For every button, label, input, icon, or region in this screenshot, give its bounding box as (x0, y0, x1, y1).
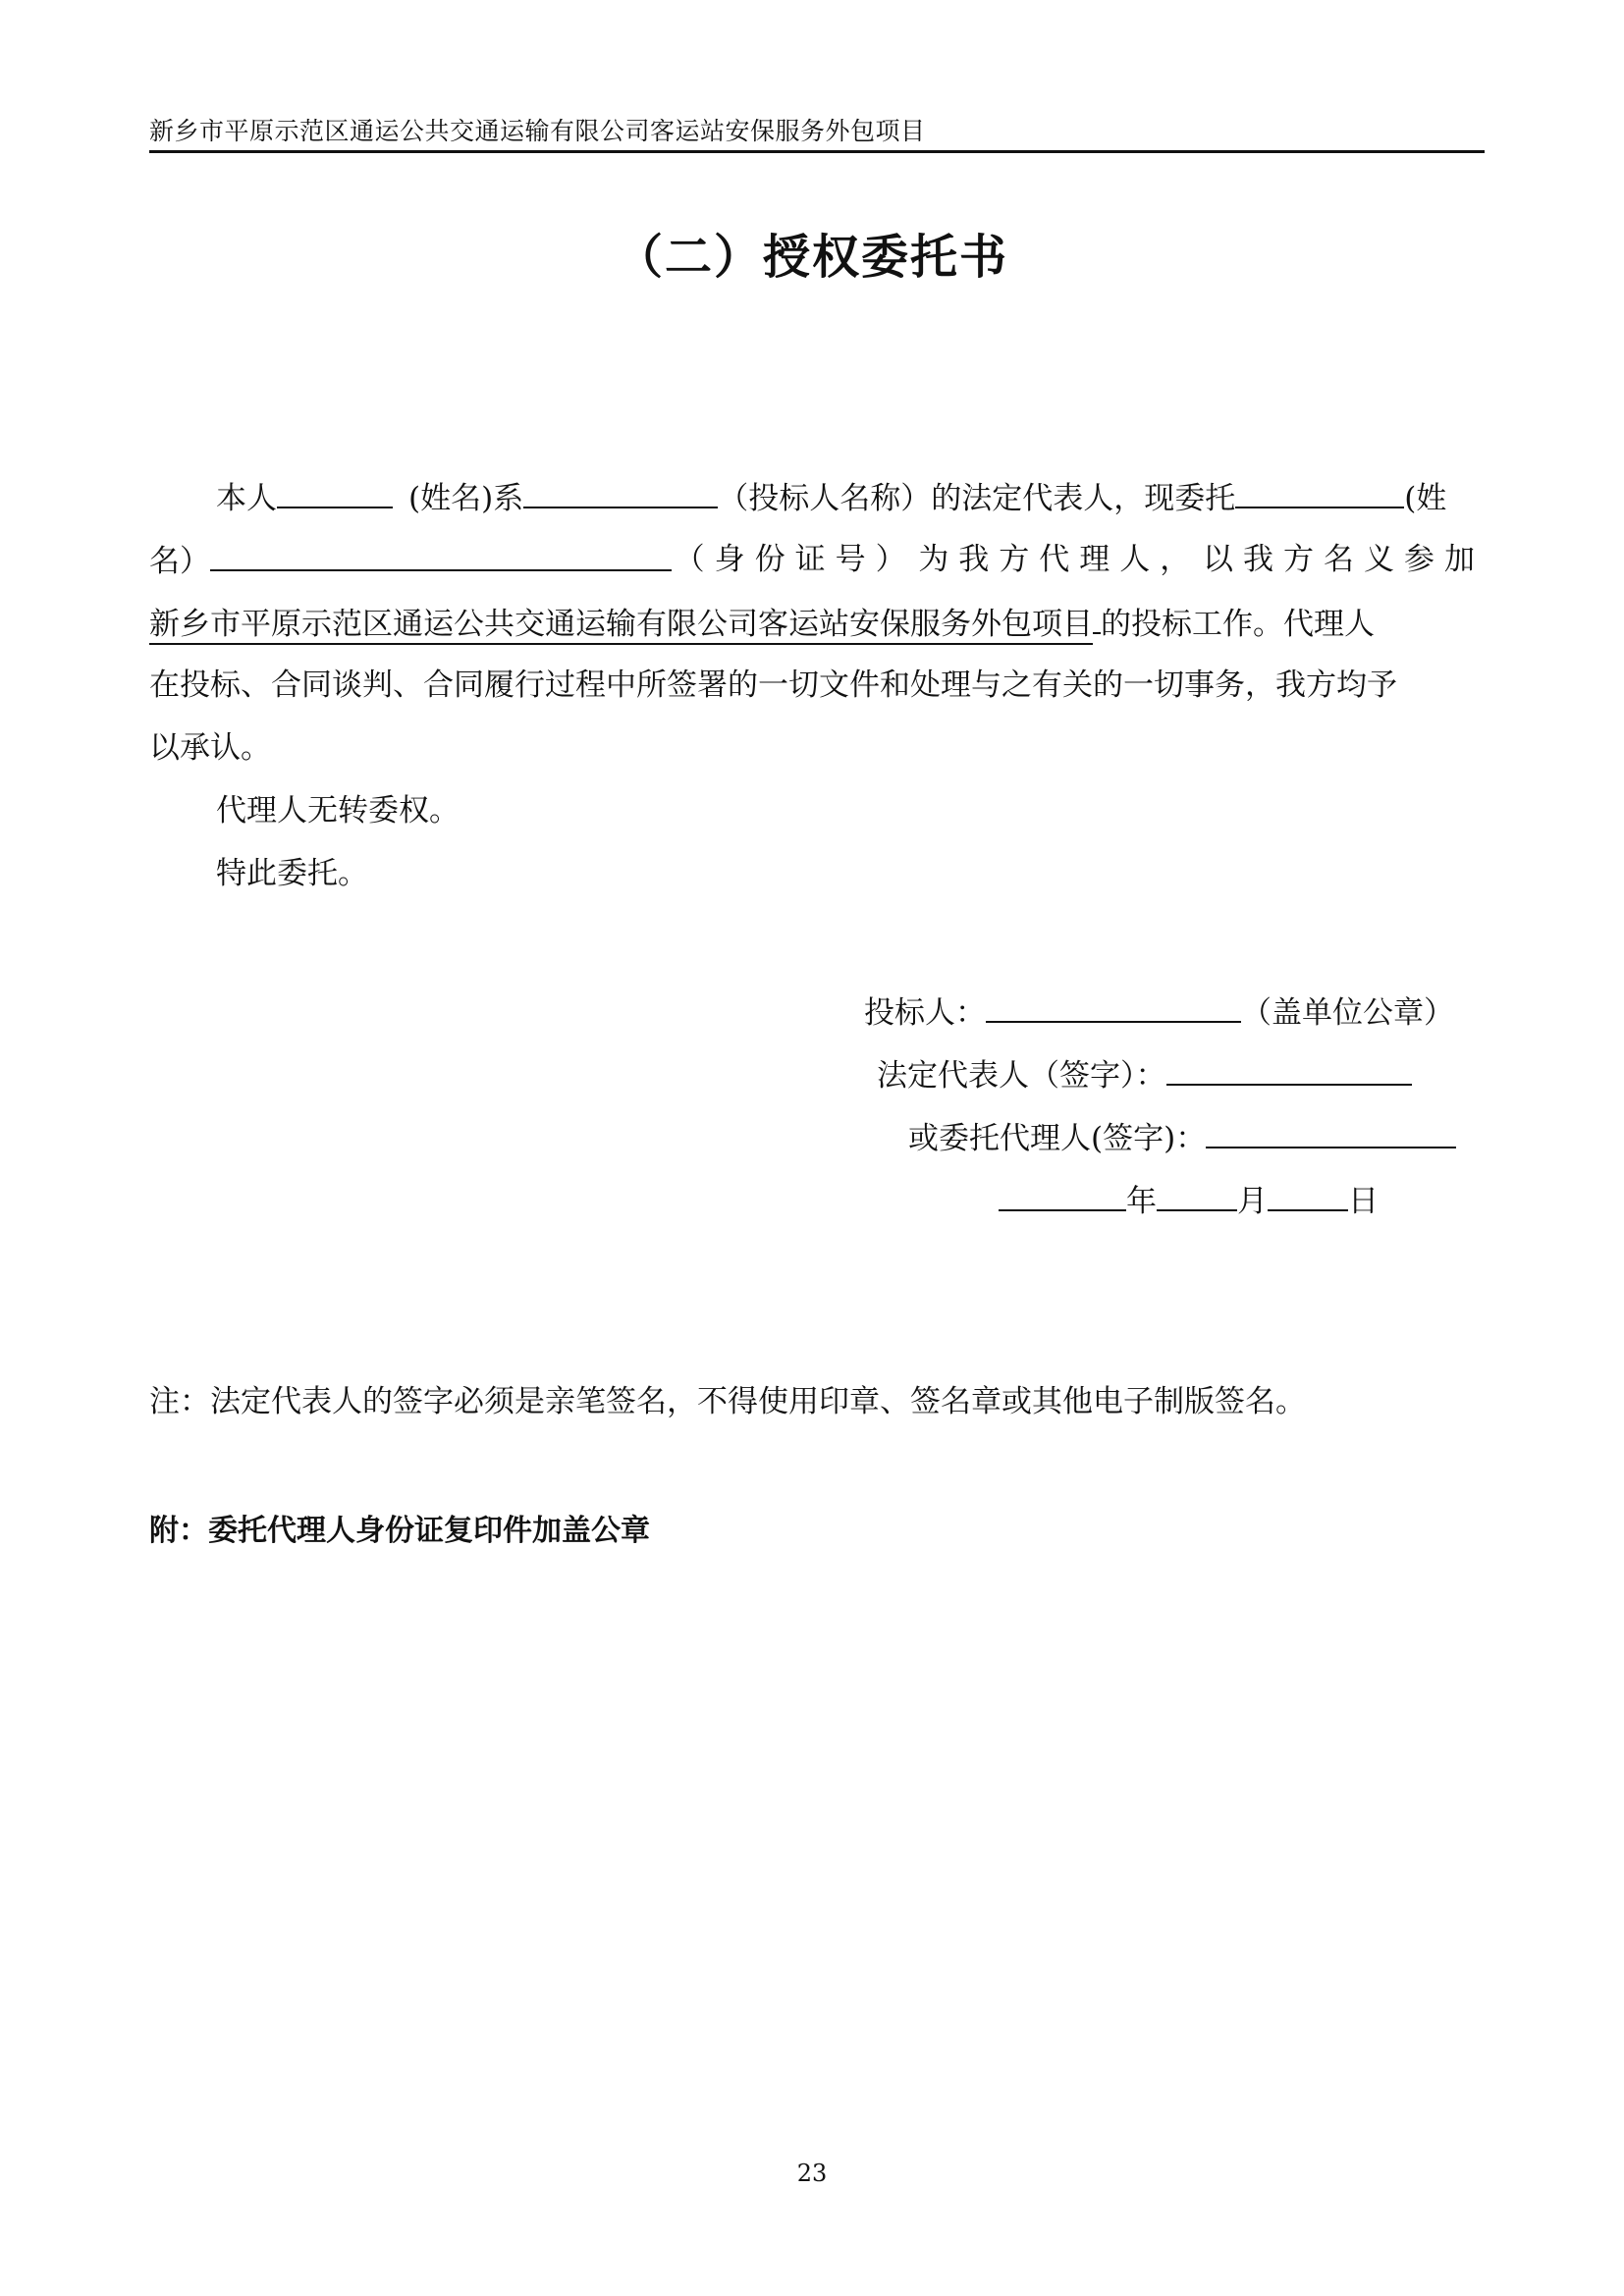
text-xing: (姓 (1404, 481, 1447, 516)
body-line-2 (149, 540, 1485, 581)
text-ming: 名） (149, 544, 210, 579)
signature-agent (908, 1117, 1456, 1158)
body-line-1 (149, 477, 1485, 518)
blank-id-number (210, 540, 672, 571)
body-line-no-subdelegation: 代理人无转委权。 (216, 793, 460, 828)
blank-bidder-name (523, 477, 718, 508)
text-name-xi: (姓名)系 (408, 481, 524, 516)
agent-label: 或委托代理人(签字)： (908, 1121, 1207, 1156)
blank-year (999, 1180, 1126, 1211)
text-participate: 以我方名义参加 (1202, 542, 1485, 577)
text-agent-role: 为我方代理人， (918, 542, 1201, 577)
year-label: 年 (1126, 1184, 1157, 1219)
legal-rep-label: 法定代表人（签字）： (877, 1058, 1166, 1094)
page-title: （二）授权委托书 (615, 230, 1008, 285)
day-label: 日 (1348, 1184, 1379, 1219)
blank-agent-sign (1206, 1117, 1456, 1148)
text-ben-ren: 本人 (216, 481, 277, 516)
header-rule (149, 150, 1485, 153)
blank-day (1268, 1180, 1348, 1211)
bidder-label: 投标人： (864, 995, 986, 1031)
text-bid-work: 的投标工作。代理人 (1101, 607, 1375, 642)
signature-note: 注：法定代表人的签字必须是亲笔签名，不得使用印章、签名章或其他电子制版签名。 (149, 1384, 1306, 1419)
signature-date (999, 1180, 1379, 1221)
blank-name (277, 477, 393, 508)
signature-bidder (864, 991, 1454, 1033)
body-line-3 (149, 603, 1485, 644)
text-legal-rep: （投标人名称）的法定代表人，现委托 (718, 481, 1236, 516)
body-line-hereby: 特此委托。 (216, 856, 368, 891)
month-label: 月 (1237, 1184, 1268, 1219)
signature-legal-rep (877, 1054, 1412, 1095)
body-line-5: 以承认。 (149, 730, 271, 766)
page-number: 23 (796, 2160, 828, 2187)
project-name: 新乡市平原示范区通运公共交通运输有限公司客运站安保服务外包项目 (149, 607, 1093, 645)
running-header: 新乡市平原示范区通运公共交通运输有限公司客运站安保服务外包项目 (149, 117, 926, 145)
blank-bidder-seal (986, 991, 1241, 1023)
attachment-note: 附：委托代理人身份证复印件加盖公章 (149, 1514, 650, 1548)
blank-month (1157, 1180, 1237, 1211)
text-id-number: （身份证号） (674, 542, 916, 577)
blank-legal-rep-sign (1166, 1054, 1412, 1086)
blank-agent-name (1235, 477, 1404, 508)
body-line-4: 在投标、合同谈判、合同履行过程中所签署的一切文件和处理与之有关的一切事务，我方均予 (149, 667, 1397, 703)
bidder-seal-note: （盖单位公章） (1241, 995, 1454, 1031)
